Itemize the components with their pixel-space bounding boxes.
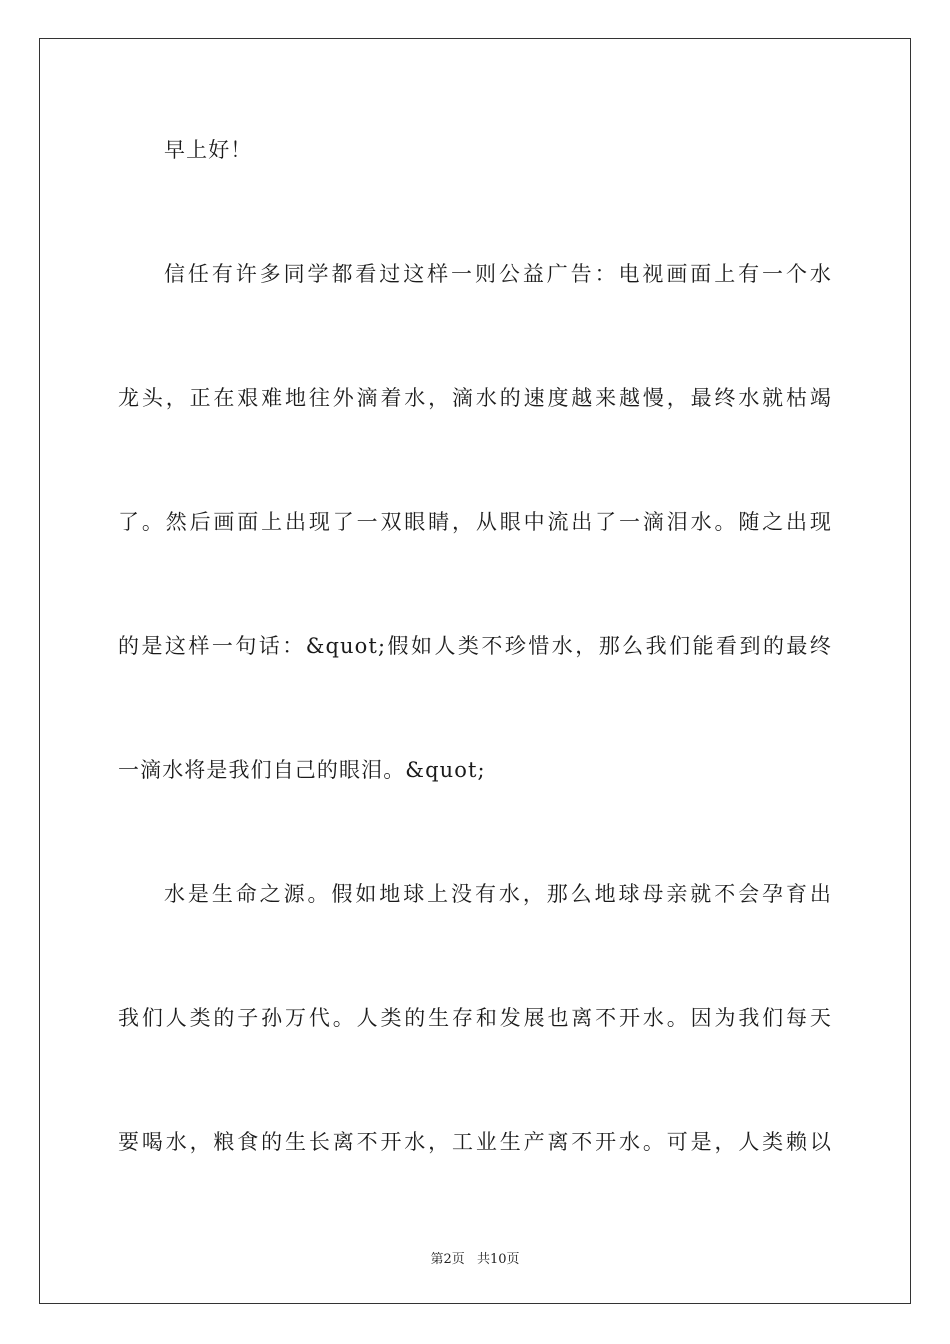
paragraph-1-line-4: 的是这样一句话：&quot;假如人类不珍惜水，那么我们能看到的最终 xyxy=(118,634,832,658)
paragraph-2-line-3: 要喝水，粮食的生长离不开水，工业生产离不开水。可是，人类赖以 xyxy=(118,1130,832,1154)
page-number: 第2页 xyxy=(430,1252,465,1267)
page-border xyxy=(39,38,911,1304)
paragraph-1-line-2: 龙头，正在艰难地往外滴着水，滴水的速度越来越慢，最终水就枯竭 xyxy=(118,386,832,410)
paragraph-1-line-5: 一滴水将是我们自己的眼泪。&quot; xyxy=(118,758,486,782)
page-footer xyxy=(0,1248,950,1267)
paragraph-1-line-3: 了。然后画面上出现了一双眼睛，从眼中流出了一滴泪水。随之出现 xyxy=(118,510,832,534)
paragraph-1-line-1: 信任有许多同学都看过这样一则公益广告：电视画面上有一个水 xyxy=(164,262,832,286)
total-pages: 共10页 xyxy=(476,1252,520,1267)
greeting-line: 早上好！ xyxy=(164,138,253,162)
paragraph-2-line-2: 我们人类的子孙万代。人类的生存和发展也离不开水。因为我们每天 xyxy=(118,1006,832,1030)
paragraph-2-line-1: 水是生命之源。假如地球上没有水，那么地球母亲就不会孕育出 xyxy=(164,882,832,906)
